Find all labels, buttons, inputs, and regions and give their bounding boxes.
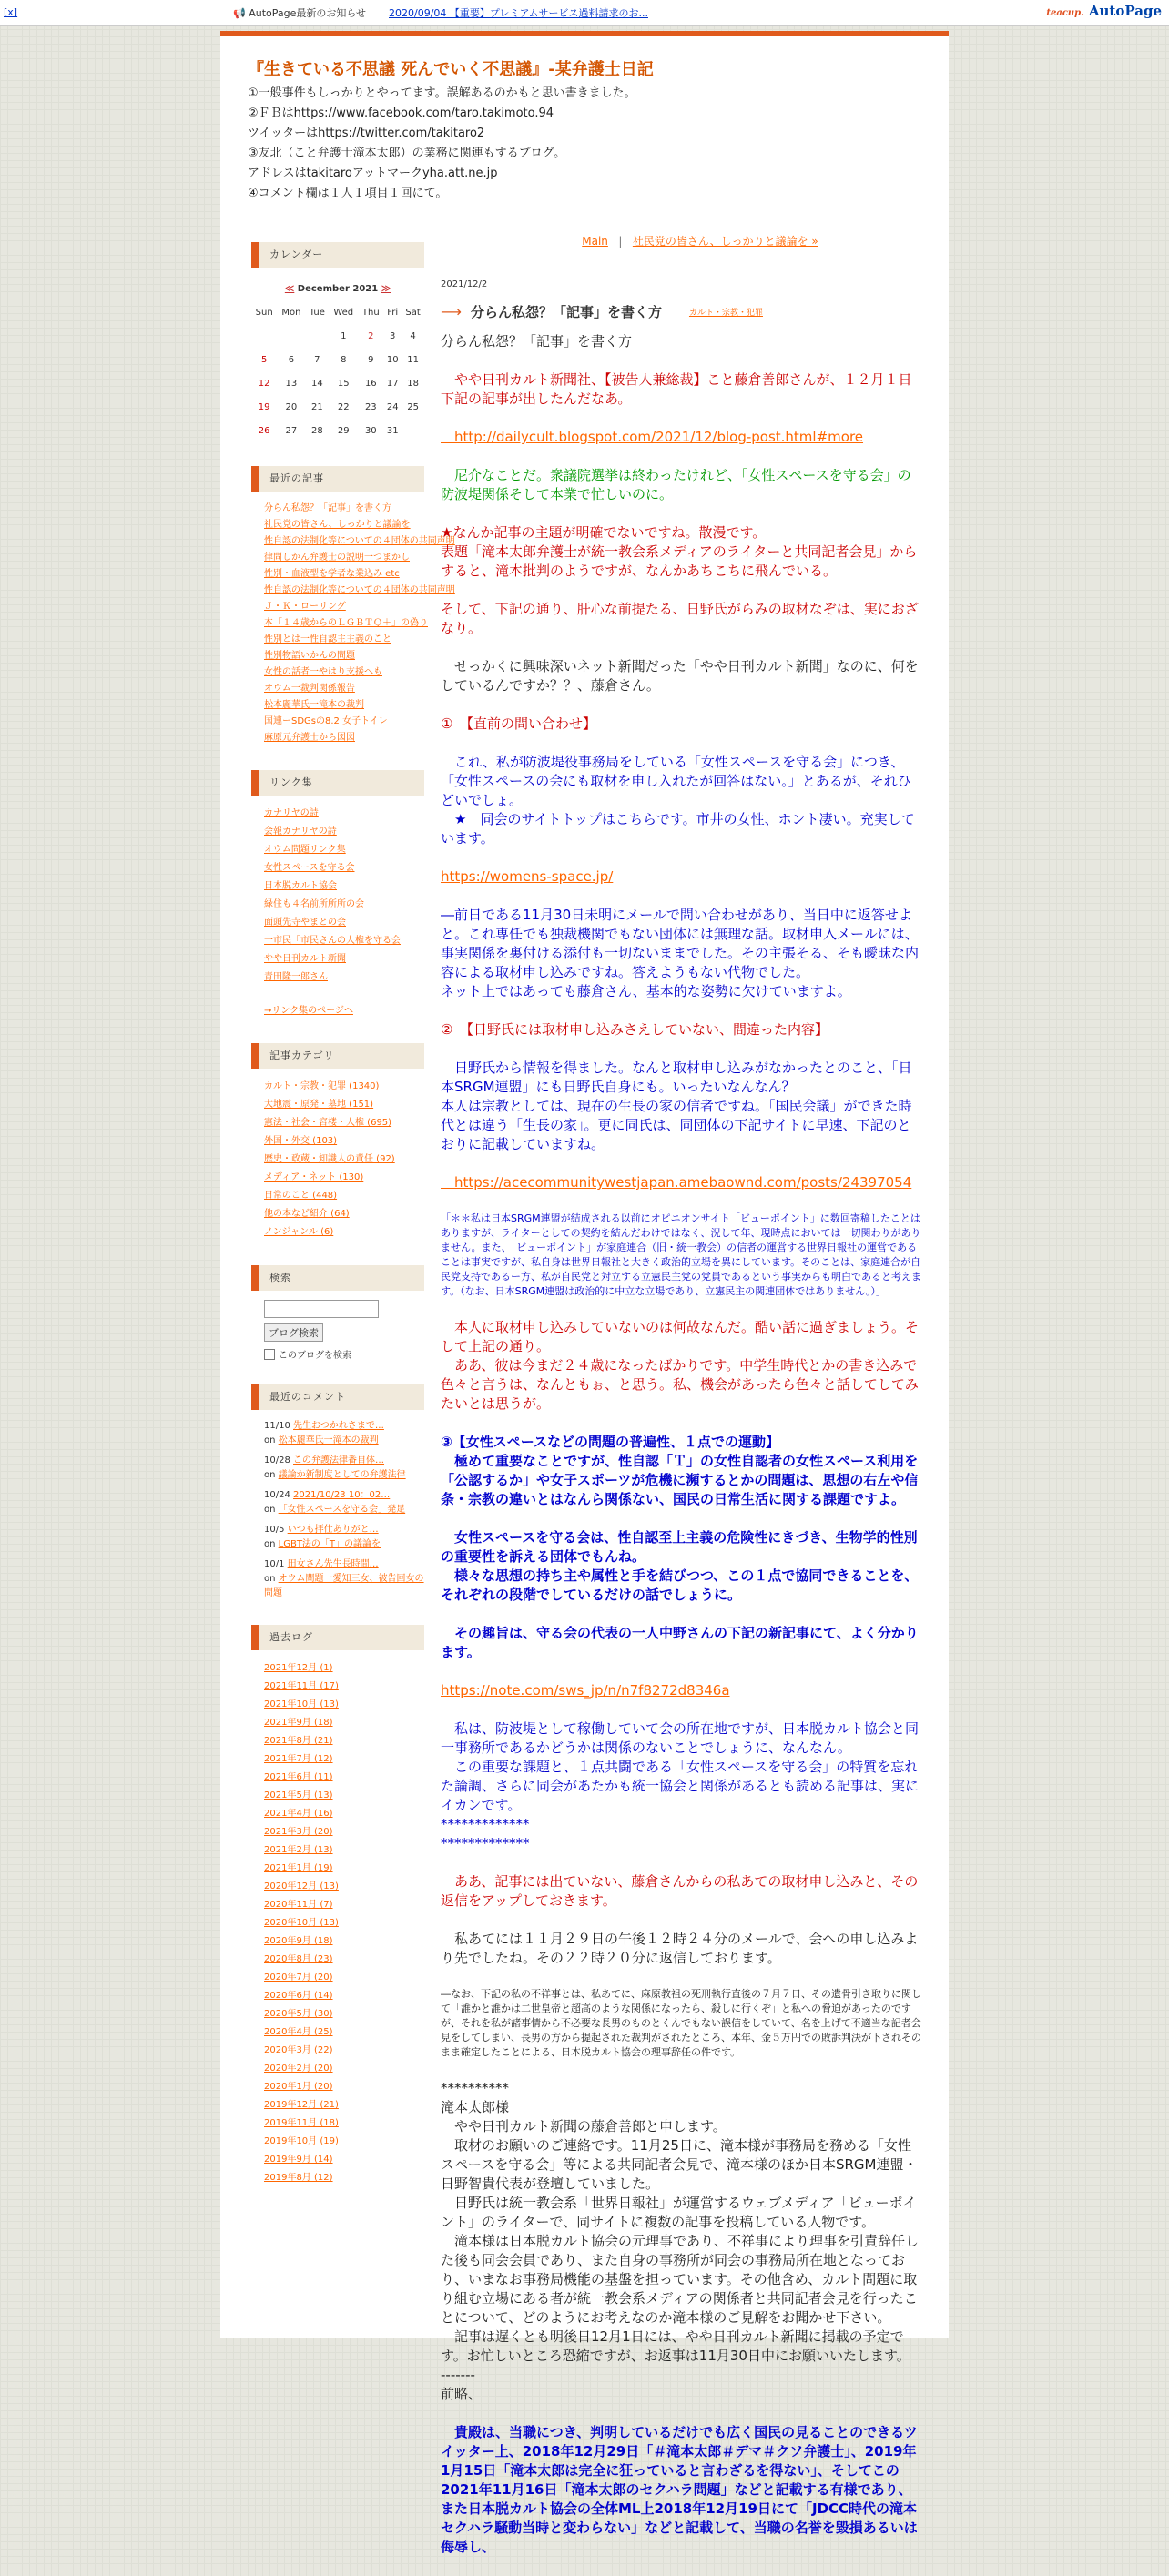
sidebar <box>251 242 455 2211</box>
nav-separator: | <box>618 235 623 248</box>
recent-article-link[interactable]: 性別・血液型を学者な業込み etc <box>264 569 400 579</box>
recent-article-link[interactable]: 律問しかん弁護士の説明一つまかし <box>264 553 410 563</box>
comment-article-link[interactable]: 議論か新制度としての弁護法律 <box>278 1470 406 1480</box>
calendar-day: 26 <box>258 425 270 436</box>
recent-article-link[interactable]: 本「１４歳からのＬＧＢＴＱ＋」の偽り <box>264 618 428 628</box>
archive-link[interactable]: 2020年7月 (20) <box>264 1973 333 1983</box>
next-post-link[interactable]: 社民党の皆さん、しっかりと議論を » <box>632 235 818 248</box>
archive-link[interactable]: 2021年5月 (13) <box>264 1790 333 1800</box>
archive-link[interactable]: 2021年10月 (13) <box>264 1699 339 1709</box>
logo-prefix: teacup. <box>1046 8 1084 18</box>
post-category-link[interactable]: カルト・宗教・犯罪 <box>688 309 763 318</box>
links-box <box>251 770 424 1019</box>
calendar-day: 22 <box>337 401 350 412</box>
post-paragraph: 尼介なことだ。衆議院選挙は終わったけれど、「女性スペースを守る会」の防波堤関係そして本業で忙しいのに。 <box>441 467 911 502</box>
comment-date: 11/10 <box>264 1421 290 1431</box>
archive-link[interactable]: 2020年8月 (23) <box>264 1954 333 1964</box>
recent-article-link[interactable]: 性別物語いかんの問題 <box>264 651 355 661</box>
calendar-day: 23 <box>364 401 377 412</box>
post-paragraph: 「＊＊私は日本SRGM連盟が結成される以前にオピニオンサイト「ビューポイント」に数回寄稿したことはありますが、ライターとしての契約を結んだわけではなく、況して年、現時点においては一切関わりがありません。また、「ビューポイント」が家庭連合（旧・統一教会）の信者の運営する世界日報社の運営であることは事実ですが、私自身は世界日報社と大きく政治的立場を異にしています。そのことは、家庭連合が自民党支持であるー方、私が自民党と対立する立憲民主党の党員であるという事実からも明白であると考えます。（なお、日本SRGM連盟は政治的に中立な立場であり、立憲民主の関連団体ではありません。）」 <box>441 1212 921 1297</box>
search-box <box>251 1265 424 1361</box>
calendar-day: 25 <box>407 401 419 412</box>
recent-article-link[interactable]: 麻原元弁護士から図図 <box>264 733 355 743</box>
calendar-day: 29 <box>337 425 350 436</box>
header-line: ツイッターはhttps://twitter.com/takitaro2 <box>248 127 485 140</box>
arrow-icon: ⟶ <box>441 303 462 320</box>
calendar-weekday: Thu <box>361 307 380 318</box>
recent-article-link[interactable]: 性自認の法制化等についての４団体の共同声明 <box>264 585 455 595</box>
archive-list <box>251 1659 424 2187</box>
calendar-next-link[interactable]: ≫ <box>381 283 391 294</box>
main-link[interactable]: Main <box>582 235 608 248</box>
logo-text: AutoPage <box>1088 3 1162 19</box>
calendar-weekday: Sat <box>405 307 421 318</box>
calendar-day[interactable]: 2 <box>368 330 374 341</box>
calendar-day: 10 <box>386 354 399 365</box>
notice-label <box>233 5 366 20</box>
top-bar <box>0 0 1169 26</box>
comment-article-link[interactable]: 「女性スペースを守る会」発足 <box>278 1505 406 1515</box>
calendar-weekday: Sun <box>255 307 273 318</box>
autopage-logo[interactable] <box>1046 3 1162 19</box>
post-paragraph: 女性スペースを守る会は、性自認至上主義の危険性にきづき、生物学的性別の重要性を訴える団体でもんね。 様々な思想の持ち主や属性と手を結びつつ、この１点で協同できることを、それぞれの段階でしているだけの話でしょうに。 <box>441 1529 919 1603</box>
calendar-day: 17 <box>386 378 399 389</box>
calendar-day <box>251 324 277 348</box>
category-link[interactable]: メディア・ネット (130) <box>264 1172 364 1182</box>
calendar-weekday: Mon <box>281 307 301 318</box>
calendar-day: 30 <box>364 425 377 436</box>
recent-article-link[interactable]: 性自認の法制化等についての４団体の共同声明 <box>264 536 455 546</box>
archive-link[interactable]: 2020年1月 (20) <box>264 2082 333 2092</box>
blog-search-button[interactable]: ブログ検索 <box>264 1323 323 1342</box>
recent-article-link[interactable]: Ｊ・Ｋ・ローリング <box>264 602 346 612</box>
news-link[interactable]: 2020/09/04 【重要】プレミアムサービス過料請求のお... <box>389 7 648 19</box>
post-paragraph: ―なお、下記の私の不祥事とは、私あてに、麻原教祖の死刑執行直後の７月７日、その遺骨引き取りに関して「誰かと誰かは二世皇帝と超高のような関係になったら、殺しに行くぞ」と私への脅迫があったのですが、それを私が諸事情から不必要な長男のものとくんでもない誤信をしていて、名を上げて不適当な記者会見をしてしまい、長男の方から提起された裁判がされたところ、本年、金５万円での敗訴判決が下されそのまま確定したことによる、日本脱カルト協会の理事辞任の件です。 <box>441 1988 921 2058</box>
archive-link[interactable]: 2021年2月 (13) <box>264 1845 333 1855</box>
category-link[interactable]: 歴史・政蔵・知識人の責任 (92) <box>264 1154 395 1164</box>
recent-article-link[interactable]: 女性の話者一やはり支援へも <box>264 667 382 677</box>
checkbox-label: このブログを検索 <box>279 1351 351 1361</box>
archive-link[interactable]: 2021年4月 (16) <box>264 1809 333 1819</box>
post-paragraph: ―前日である11月30日未明にメールで問い合わせがあり、当日中に返答せよと。これ専任でも独裁機関でもない団体には無理な話。取材申入メールには、事実関係を裏付ける添付も一切ないままでした。その主張そる、そも曖昧な内容による取材申し込みですね。答えようもない代物でした。 ネット上ではあっても藤倉さん、基本的な姿勢に欠けていますよ。 <box>441 907 920 999</box>
header-line: ③友北（こと弁護士滝本太郎）の業務に関連もするブログ。 <box>248 147 566 160</box>
calendar-day: 15 <box>337 378 350 389</box>
search-this-blog-option[interactable] <box>264 1347 424 1361</box>
comment-item: 10/1 田女さん先生長時間… on オウム問題一愛知三女、被告回女の問題 <box>264 1559 424 1598</box>
post-paragraph: ★なんか記事の主題が明確でないですね。散漫です。 表題「滝本太郎弁護士が統一教会系メディアのライターと共同記者会見」からすると、滝本批判のようですが、なんかあちこちに飛んでいる。 <box>441 524 918 579</box>
link-item[interactable]: 青田隆一郎さん <box>264 972 328 982</box>
archive-link[interactable]: 2021年3月 (20) <box>264 1827 333 1837</box>
post-date: 2021/12/2 <box>441 279 488 289</box>
archive-link[interactable]: 2020年6月 (14) <box>264 1991 333 2001</box>
calendar-day: 21 <box>310 401 323 412</box>
calendar-day <box>277 324 305 348</box>
post-paragraph: ③【女性スペースなどの問題の普遍性、１点での運動】 極めて重要なことですが、性自認「Ｔ」の女性自認者の女性スペース利用を「公認するか」や女子スポーツが危機に瀕するとかの問題は、思想の右左や信条・宗教の違いとはなんら関係ない、国民の日常生活に関する課題ですよ。 <box>441 1434 919 1507</box>
post-url-link[interactable]: https://womens-space.jp/ <box>441 868 614 885</box>
categories-title: 記事カテゴリ <box>251 1043 424 1069</box>
post-paragraph: 日野氏から情報を得ました。なんと取材申し込みがなかったとのこと、「日本SRGM連盟」にも日野氏自身にも。いったいなんなん？ 本人は宗教としては、現在の生長の家の信者ですね。「国民会議」ができた時代とは違う「生長の家」。更に同氏は、同団体の下記サイトに早速、下記のとおりに記載していますね。 <box>441 1060 912 1152</box>
recent-article-link[interactable]: 性別とは一性自認主主義のこと <box>264 634 391 644</box>
post-body <box>441 332 923 2557</box>
calendar-day: 1 <box>341 330 347 341</box>
archive-link[interactable]: 2020年10月 (13) <box>264 1918 339 1928</box>
calendar-day: 6 <box>288 354 295 365</box>
post-paragraph: やや日刊カルト新聞社、【被告人兼総裁】こと藤倉善郎さんが、１２月１日下記の記事が出したんだなあ。 <box>441 371 912 407</box>
main-content <box>441 233 923 2576</box>
comment-article-link[interactable]: オウム問題一愛知三女、被告回女の問題 <box>264 1574 424 1598</box>
archive-link[interactable]: 2020年12月 (13) <box>264 1881 339 1891</box>
archive-link[interactable]: 2020年3月 (22) <box>264 2045 333 2055</box>
calendar-weekday: Tue <box>309 307 325 318</box>
search-title: 検索 <box>251 1265 424 1291</box>
calendar-day: 11 <box>407 354 419 365</box>
comment-link[interactable]: 2021/10/23 10：02… <box>293 1490 391 1500</box>
post-paragraph: そして、下記の通り、肝心な前提たる、日野氏がらみの取材なぞは、実におざなり。 <box>441 601 919 636</box>
category-link[interactable]: 他の本など紹介 (64) <box>264 1209 350 1219</box>
calendar-title: カレンダー <box>251 242 424 268</box>
archive-link[interactable]: 2019年9月 (14) <box>264 2155 333 2165</box>
link-item[interactable]: 面頭先寺やまとの会 <box>264 918 346 928</box>
category-link[interactable]: ノンジャンル (6) <box>264 1227 334 1237</box>
calendar-month: December 2021 <box>297 283 379 294</box>
header-line: ②ＦＢはhttps://www.facebook.com/taro.takimoto.94 <box>248 106 554 120</box>
calendar-weekday: Wed <box>333 307 354 318</box>
calendar-day: 18 <box>407 378 419 389</box>
calendar-day: 3 <box>390 330 396 341</box>
comment-item: 10/28 この弁護法律番自体… on 議論か新制度としての弁護法律 <box>264 1455 406 1480</box>
archive-title: 過去ログ <box>251 1625 424 1650</box>
calendar-day: 12 <box>258 378 270 389</box>
archive-link[interactable]: 2020年5月 (30) <box>264 2009 333 2019</box>
page-container <box>220 31 949 2555</box>
archive-link[interactable]: 2019年8月 (12) <box>264 2173 333 2183</box>
post-paragraph: ① 【直前の問い合わせ】 <box>441 715 596 732</box>
links-more-link[interactable]: →リンク集のページへ <box>264 1006 353 1016</box>
archive-link[interactable]: 2020年4月 (25) <box>264 2027 333 2037</box>
links-list <box>251 805 424 987</box>
comment-item: 10/24 2021/10/23 10：02… on 「女性スペースを守る会」発足 <box>264 1490 406 1515</box>
calendar-day: 13 <box>285 378 298 389</box>
calendar-weekday: Fri <box>387 307 399 318</box>
post-paragraph: 本人に取材申し込みしていないのは何故なんだ。酷い話に過ぎましょう。そして上記の通り。 ああ、彼は今まだ２４歳になったばかりです。中学生時代とかの書き込みで色々と言うは、なんともぉ、と思う。私、機会があったら色々と話してしてみたいとは思うが。 <box>441 1319 920 1412</box>
comment-article-link[interactable]: LGBT法の「T」の議論を <box>278 1539 381 1549</box>
header-line: ①一般事件もしっかりとやってます。誤解あるのかもと思い書きました。 <box>248 86 636 100</box>
recent-comments-box <box>251 1384 424 1601</box>
archive-link[interactable]: 2021年1月 (19) <box>264 1863 333 1873</box>
post-navigation <box>477 233 923 248</box>
recent-comments-list <box>251 1419 424 1601</box>
header-line: アドレスはtakitaroアットマークyha.att.ne.jp <box>248 167 498 180</box>
links-title: リンク集 <box>251 770 424 796</box>
archive-link[interactable]: 2020年9月 (18) <box>264 1936 333 1946</box>
comment-date: 10/24 <box>264 1490 290 1500</box>
category-link[interactable]: 日常のこと (448) <box>264 1191 338 1201</box>
link-item[interactable]: 会報カナリヤの詩 <box>264 827 337 837</box>
blog-title[interactable]: 『生きている不思議 死んでいく不思議』-某弁護士日記 <box>248 60 654 79</box>
archive-link[interactable]: 2019年12月 (21) <box>264 2100 339 2110</box>
comment-article-link[interactable]: 松本麗華氏一滝本の裁判 <box>278 1435 379 1445</box>
post-paragraph: 私あてには１１月２９日の午後１２時２４分のメールで、会への申し込みより先でしたね。その２２時２０分に返信しております。 <box>441 1931 919 1966</box>
comment-link[interactable]: 先生おつかれさまで… <box>293 1421 384 1431</box>
comment-item: 11/10 先生おつかれさまで… on 松本麗華氏一滝本の裁判 <box>264 1421 384 1445</box>
calendar-day: 31 <box>386 425 399 436</box>
calendar-prev-link[interactable]: ≪ <box>284 283 295 294</box>
calendar-day: 4 <box>410 330 416 341</box>
calendar-day: 27 <box>285 425 298 436</box>
post-paragraph: 分らん私怨？「記事」を書く方 <box>441 333 633 350</box>
archive-link[interactable]: 2021年9月 (18) <box>264 1718 333 1728</box>
megaphone-icon: 📢 <box>233 7 246 19</box>
link-item[interactable]: 一市民「市民さんの人権を守る会 <box>264 936 401 946</box>
recent-article-link[interactable]: オウム一裁判関係報告 <box>264 684 355 694</box>
archive-link[interactable]: 2021年11月 (17) <box>264 1681 339 1691</box>
archive-box <box>251 1625 424 2187</box>
calendar-day: 7 <box>314 354 320 365</box>
calendar-box <box>251 242 424 442</box>
link-item[interactable]: 日本脱カルト協会 <box>264 881 337 891</box>
recent-articles-box <box>251 466 455 746</box>
recent-article-link[interactable]: 国連ーSDGsの8.2 女子トイレ <box>264 716 388 726</box>
category-link[interactable]: 憲法・社会・宮楼・人権 (695) <box>264 1118 392 1128</box>
header-line: ④コメント欄は１人１項目１回にて。 <box>248 187 448 200</box>
link-item[interactable]: カナリヤの詩 <box>264 808 319 818</box>
calendar-day: 28 <box>310 425 323 436</box>
calendar-day: 16 <box>364 378 377 389</box>
category-link[interactable]: 外国・外交 (103) <box>264 1136 338 1146</box>
post-paragraph: ああ、記事には出ていない、藤倉さんからの私あての取材申し込みと、その返信をアップしておきます。 <box>441 1873 919 1909</box>
categories-list <box>251 1078 424 1242</box>
close-link[interactable]: [x] <box>4 6 18 18</box>
post-title-row <box>441 302 923 321</box>
calendar-day <box>305 324 329 348</box>
post-paragraph: その趣旨は、守る会の代表の一人中野さんの下記の新記事にて、よく分かります。 <box>441 1625 919 1660</box>
calendar-day <box>402 419 424 442</box>
calendar-day: 8 <box>341 354 347 365</box>
calendar-day: 24 <box>386 401 399 412</box>
notice-text: AutoPage最新のお知らせ <box>249 7 367 19</box>
post-url-link[interactable]: http://dailycult.blogspot.com/2021/12/blog-post.html#more <box>441 429 864 445</box>
calendar-day: 14 <box>310 378 323 389</box>
archive-link[interactable]: 2019年11月 (18) <box>264 2118 339 2128</box>
comment-date: 10/5 <box>264 1525 285 1535</box>
calendar-day: 19 <box>258 401 270 412</box>
calendar-day: 5 <box>260 354 268 365</box>
link-item[interactable]: 女性スペースを守る会 <box>264 863 355 873</box>
search-input[interactable] <box>264 1300 379 1318</box>
post-url-link[interactable]: https://acecommunitywestjapan.amebaownd.com/posts/24397054 <box>441 1174 912 1191</box>
archive-link[interactable]: 2020年2月 (20) <box>264 2064 333 2074</box>
category-link[interactable]: カルト・宗教・犯罪 (1340) <box>264 1081 380 1091</box>
calendar-day: 9 <box>368 354 374 365</box>
recent-comments-title: 最近のコメント <box>251 1384 424 1410</box>
comment-link[interactable]: 田女さん先生長時間… <box>287 1559 379 1569</box>
blog-header <box>248 60 921 204</box>
recent-article-link[interactable]: 松本麗華氏一滝本の裁判 <box>264 700 364 710</box>
calendar-table <box>251 277 424 442</box>
calendar-day: 20 <box>285 401 298 412</box>
recent-article-link[interactable]: 分らん私怨？「記事」を書く方 <box>264 503 391 513</box>
post-url-link[interactable]: https://note.com/sws_jp/n/n7f8272d8346a <box>441 1682 730 1699</box>
recent-articles-title: 最近の記事 <box>251 466 424 492</box>
calendar-nav <box>251 277 424 300</box>
archive-link[interactable]: 2020年11月 (7) <box>264 1900 333 1910</box>
post-title[interactable]: 分らん私怨？「記事」を書く方 <box>470 304 662 320</box>
archive-link[interactable]: 2021年7月 (12) <box>264 1754 333 1764</box>
post-paragraph: ② 【日野氏には取材申し込みさえしていない、間違った内容】 <box>441 1021 828 1038</box>
category-link[interactable]: 大地震・原発・墓地 (151) <box>264 1100 374 1110</box>
post-paragraph: これ、私が防波堤役事務局をしている「女性スペースを守る会」につき、「女性スペースの会にも取材を申し入れたが回答はない。」とあるが、それひどいでしょ。 ★ 同会のサイトトップはこちらです。市井の女性、ホント凄い。充実しています。 <box>441 754 915 847</box>
post-paragraph: 貴殿は、当職につき、判明しているだけでも広く国民の見ることのできるツイッター上、2018年12月29日「＃滝本太郎＃デマ＃クソ弁護士」、2019年1月15日「滝本太郎は完全に狂っていると言わざるを得ない」、そしてこの2021年11月16日「滝本太郎のセクハラ問題」などと記載する有様であり、また日本脱カルト協会の全体ML上2018年12月19日にて「JDCC時代の滝本セクハラ騒動当時と変わらない」などと記載して、当職の名誉を毀損あるいは侮辱し、 <box>441 2424 918 2555</box>
comment-date: 10/1 <box>264 1559 285 1569</box>
recent-articles-list <box>251 501 455 746</box>
comment-link[interactable]: この弁護法律番自体… <box>293 1455 385 1465</box>
comment-date: 10/28 <box>264 1455 290 1465</box>
post-paragraph: せっかくに興味深いネット新聞だった「やや日刊カルト新聞」なのに、何をしているんですか？？、藤倉さん。 <box>441 658 919 694</box>
categories-box <box>251 1043 424 1242</box>
link-item[interactable]: やや日刊カルト新聞 <box>264 954 346 964</box>
link-item[interactable]: オウム問題リンク集 <box>264 845 346 855</box>
archive-link[interactable]: 2019年10月 (19) <box>264 2136 339 2146</box>
recent-article-link[interactable]: 社民党の皆さん、しっかりと議論を <box>264 520 411 530</box>
archive-link[interactable]: 2021年8月 (21) <box>264 1736 333 1746</box>
post-paragraph: 私は、防波堤として稼働していて会の所在地ですが、日本脱カルト協会と同一事務所であるかどうかは関係のないことでしょうに、なんなん。 この重要な課題と、１点共闘である「女性スペースを守る会」の特質を忘れた論調、さらに同会があたかも統一協会と関係があるとも読める記事は、実にイカンです。 ************* ************* <box>441 1720 920 1851</box>
checkbox[interactable] <box>264 1349 275 1360</box>
post-paragraph: ********** 滝本太郎様 やや日刊カルト新聞の藤倉善郎と申します。 取材のお願いのご連絡です。11月25日に、滝本様が事務局を務める「女性スペースを守る会」等による共同記者会見で、滝本様のほか日本SRGM連盟・日野智貴代表が登壇していました。 日野氏は統一教会系「世界日報社」が運営するウェブメディア「ビューポイント」のライターで、同サイトに複数の記事を投稿している人物です。 滝本様は日本脱カルト協会の元理事であり、不祥事により理事を引責辞任した後も同会会員であり、また自身の事務所が同会の事務局所在地となっており、いまなお事務局機能の基盤を担っています。その他含め、カルト問題に取り組む立場にある者が統一教会系メディアの関係者と共同記者会見を行ったことについて、どのようにお考えなのか滝本様のご見解をお聞かせ下さい。 記事は遅くとも明後日12月1日には、やや日刊カルト新聞に掲載の予定です。お忙しいところ恐縮ですが、お返事は11月30日中にお願いいたします。 ------- 前略、 <box>441 2080 920 2402</box>
link-item[interactable]: 緑住も４名前所所所の会 <box>264 899 364 909</box>
archive-link[interactable]: 2021年6月 (11) <box>264 1772 333 1782</box>
archive-link[interactable]: 2021年12月 (1) <box>264 1663 333 1673</box>
comment-link[interactable]: いつも拝仕ありがと… <box>287 1525 379 1535</box>
comment-item: 10/5 いつも拝仕ありがと… on LGBT法の「T」の議論を <box>264 1525 381 1549</box>
